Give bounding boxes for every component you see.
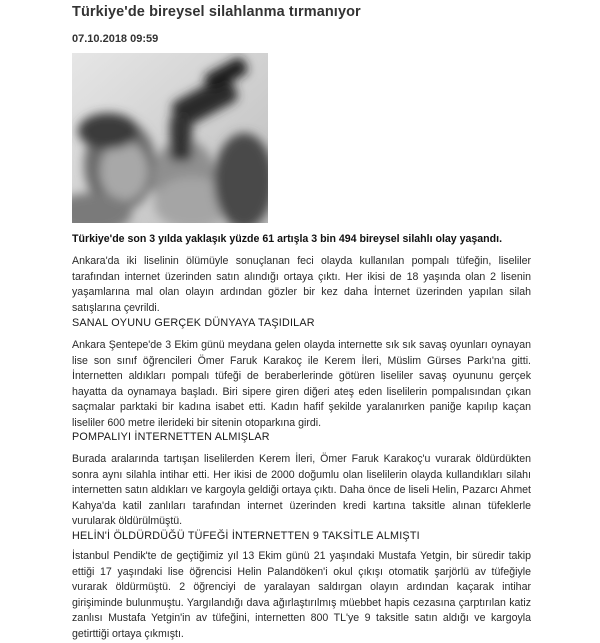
article-date: 07.10.2018 09:59	[72, 33, 159, 45]
paragraph-1: Ankara'da iki liselinin ölümüyle sonuçlanan feci olayda kullanılan pompalı tüfeğin, liseliler tarafından internet üzerinden satın alındığı ortaya çıktı. Her ikisi de 18 yaşında olan 2 lisenin yaşamlarına mal olan olayın ardından gözler bir kez daha İnternet üzerinden yapılan silah satışlarına çevrildi.	[72, 255, 531, 314]
subheading-1: SANAL OYUNU GERÇEK DÜNYAYA TAŞIDILAR	[72, 317, 315, 329]
paragraph-3: Burada aralarında tartışan liselilerden Kerem İleri, Ömer Faruk Karakoç'u vurarak öldürdükten sonra aynı silahla intihar etti. Her ikisi de 2000 doğumlu olan liselilerin olayda kullandıkları silahı internetten satın aldıkları ve kargoyla geldiği ortaya çıktı. Daha önce de liseli Helin, Pazarcı Ahmet Kahya'da katil zanlıları tarafından internet üzerinden kredi kartına taksitle alınan tüfeklerle vurularak öldürülmüştü.	[72, 453, 531, 528]
article-lead: Türkiye'de son 3 yılda yaklaşık yüzde 61 artışla 3 bin 494 bireysel silahlı olay yaşandı.	[72, 233, 503, 245]
subheading-3: HELİN'İ ÖLDÜRDÜĞÜ TÜFEĞİ İNTERNETTEN 9 TAKSİTLE ALMIŞTI	[72, 530, 420, 542]
article-title: Türkiye'de bireysel silahlanma tırmanıyor	[72, 4, 361, 20]
paragraph-2: Ankara Şentepe'de 3 Ekim günü meydana gelen olayda internette sık sık savaş oyunları oynayan lise son sınıf öğrencileri Ömer Faruk Karakoç ile Kerem İleri, Müslim Gürses Parkı'na gitti. İnternetten aldıkları pompalı tüfeği de beraberlerinde götüren liseliler savaş oyununu gerçek hayatta da oynamaya başladı. Biri sipere giren diğeri ateş eden liselilerin pompalısından çıkan saçmalar parktaki bir kadına isabet etti. Kadın hafif şekilde yaralanırken paniğe kapılıp kaçan liseliler 600 metre ilerideki bir sitenin otoparkına girdi.	[72, 339, 531, 429]
article-photo	[72, 53, 268, 223]
paragraph-4: İstanbul Pendik'te de geçtiğimiz yıl 13 Ekim günü 21 yaşındaki Mustafa Yetgin, bir süredir takip ettiği 17 yaşındaki lise öğrencisi Helin Palandöken'i okul çıkışı otomatik şarjörlü av tüfeğiyle vurarak öldürmüştü. 2 öğrenciyi de yaralayan saldırgan olayın ardından kaçarak intihar girişiminde bulunmuştu. Yargılandığı dava ağırlaştırılmış müebbet hapis cezasına çarptırılan katiz zanlısı Mustafa Yetgin'in av tüfeğini, internetten 800 TL'ye 9 taksitle satın aldığı ve kargoyla getirttiği ortaya çıkmıştı.	[72, 550, 531, 640]
subheading-2: POMPALIYI İNTERNETTEN ALMIŞLAR	[72, 431, 270, 443]
